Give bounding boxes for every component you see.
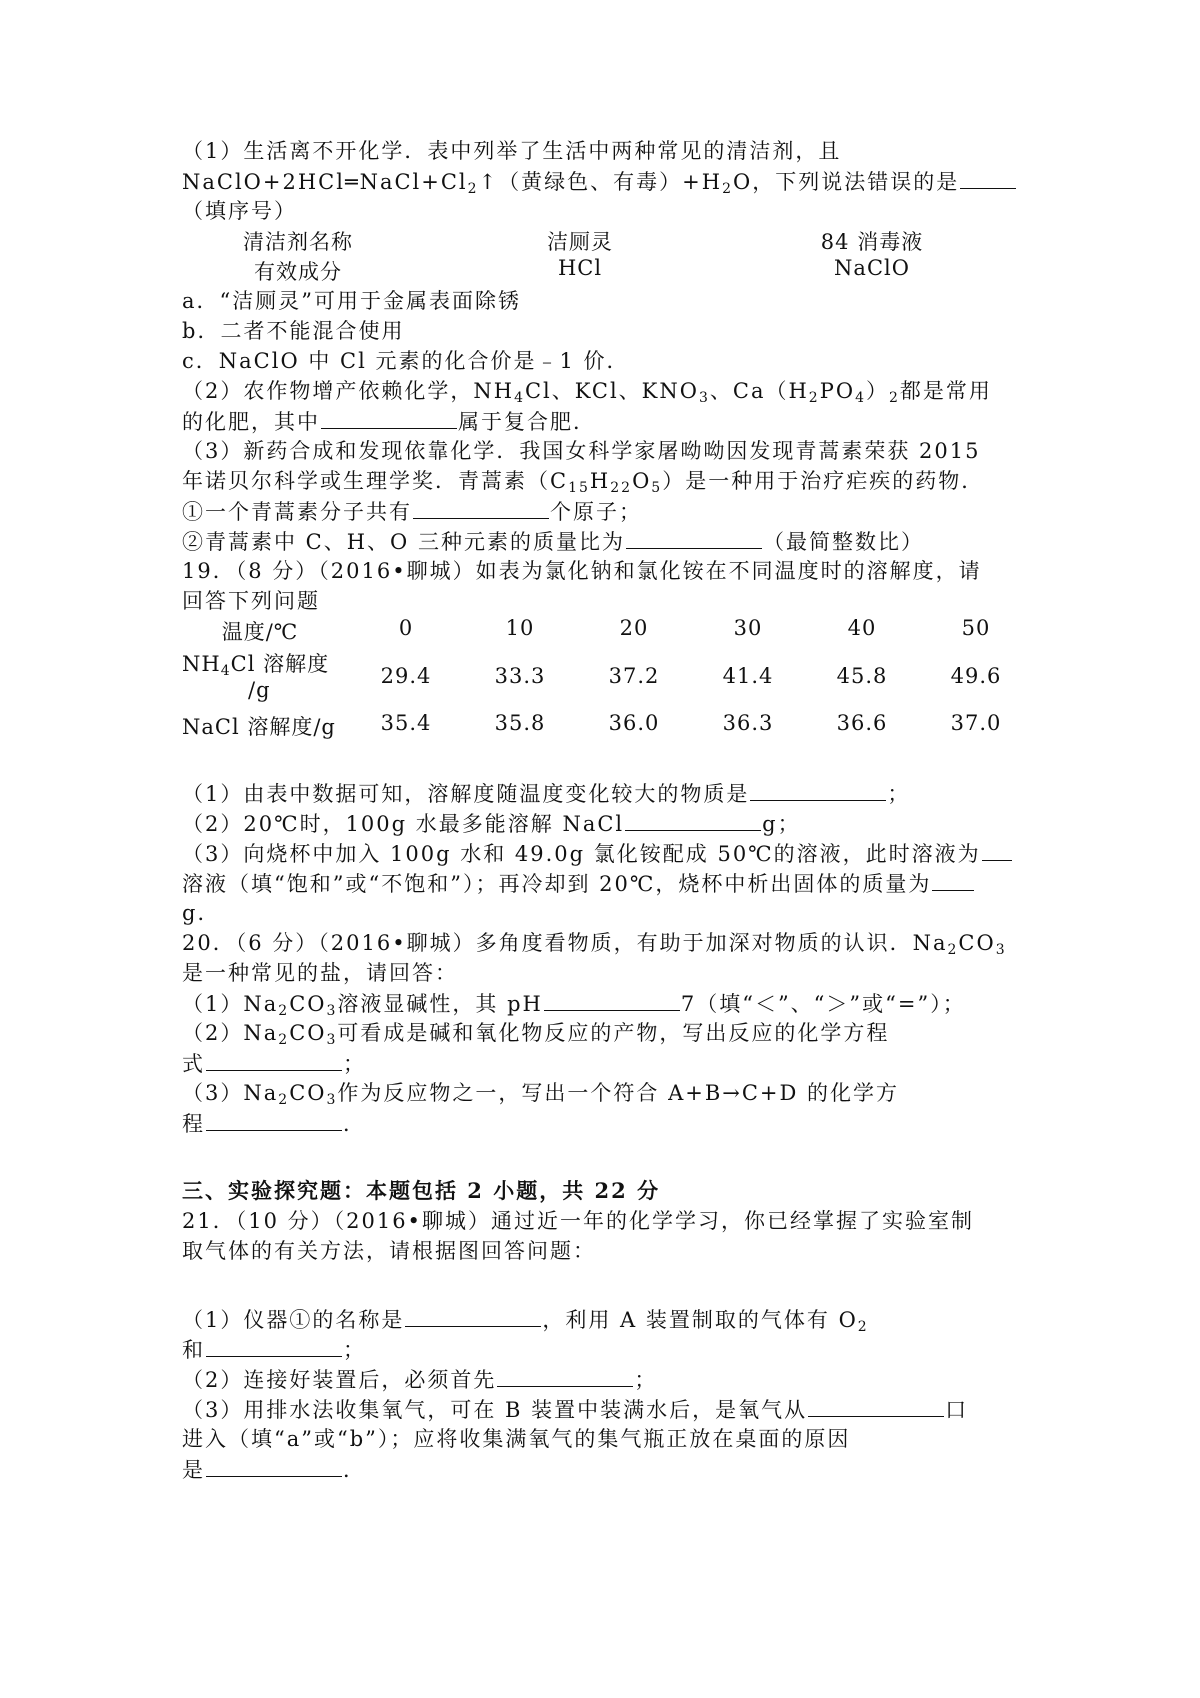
answer-blank[interactable]	[544, 988, 680, 1011]
table-header-cell: 10	[505, 616, 535, 640]
subscript: 2	[722, 181, 734, 197]
text: CO	[289, 992, 327, 1016]
subscript: 2	[857, 1319, 869, 1335]
answer-blank[interactable]	[750, 778, 886, 801]
text: （3）新药合成和发现依靠化学．我国女科学家屠呦呦因发现青蒿素荣获 2015	[182, 439, 981, 463]
subscript: 3	[326, 1032, 338, 1048]
table-cell: 37.2	[608, 664, 660, 688]
text: 是	[182, 1458, 205, 1482]
text: 7（填“＜”、“＞”或“=”）；	[680, 992, 966, 1016]
q21-title-line2	[182, 1236, 596, 1266]
q21-title-line1	[182, 1206, 974, 1236]
option-c	[182, 346, 630, 376]
table-header-cell: 50	[961, 616, 991, 640]
text: 19．（8 分）（2016•聊城）如表为氯化钠和氯化铵在不同温度时的溶解度，请	[182, 559, 982, 583]
table-cell: 45.8	[836, 664, 888, 688]
text: （3）向烧杯中加入 100g 水和 49.0g 氯化铵配成 50℃的溶液，此时溶液为	[182, 842, 981, 866]
q19-p1	[182, 778, 910, 809]
text: （1）Na	[182, 992, 279, 1016]
answer-blank[interactable]	[206, 1454, 342, 1477]
text: ．	[343, 1458, 366, 1482]
subscript: 15	[568, 480, 590, 496]
text: （2）Na	[182, 1021, 279, 1045]
text: ；	[343, 1052, 366, 1076]
text: 年诺贝尔科学或生理学奖．青蒿素（C	[182, 469, 569, 493]
text: 三、实验探究题：本题包括 2 小题，共 22 分	[182, 1178, 661, 1203]
table-cell: 36.3	[722, 711, 774, 735]
table-header-cell: 清洁剂名称	[243, 230, 353, 254]
table-cell: 49.6	[950, 664, 1002, 688]
text: CO	[289, 1021, 327, 1045]
text: 个原子；	[550, 500, 642, 524]
q19-p3-line2	[182, 868, 975, 899]
text: ，利用 A 装置制取的气体有 O	[542, 1308, 858, 1332]
subscript: 4	[855, 390, 866, 406]
text: 可看成是碱和氧化物反应的产物，写出反应的化学方程	[337, 1021, 890, 1045]
table-cell: 36.0	[608, 711, 660, 735]
option-a	[182, 286, 521, 316]
text: （3）用排水法收集氧气，可在 B 装置中装满水后，是氧气从	[182, 1398, 808, 1422]
table-cell: 29.4	[380, 664, 432, 688]
q21-p2	[182, 1364, 657, 1395]
text: （3）Na	[182, 1081, 279, 1105]
answer-blank[interactable]	[405, 1304, 541, 1327]
table-header-cell: 洁厕灵	[547, 230, 613, 254]
text: ；	[634, 1368, 658, 1392]
equation-part: ↑（黄绿色、有毒）+H	[478, 170, 723, 194]
answer-blank[interactable]	[960, 166, 1016, 189]
q18-p1-hint	[182, 196, 297, 226]
q18-p1-intro	[182, 136, 841, 166]
subscript: 4	[220, 663, 231, 679]
answer-blank[interactable]	[321, 406, 457, 429]
subscript: 2	[467, 181, 479, 197]
q19-p3-line1	[182, 838, 1013, 869]
subscript: 2	[889, 390, 900, 406]
subscript: 3	[326, 1003, 338, 1019]
q20-p1	[182, 988, 966, 1019]
text: （最简整数比）	[762, 530, 924, 554]
option-c-text: c．NaClO 中 Cl 元素的化合价是﹣1 价．	[182, 349, 630, 373]
text: 式	[182, 1052, 205, 1076]
q19-p2	[182, 808, 801, 839]
section-heading	[182, 1176, 660, 1206]
subscript: 2	[278, 1032, 290, 1048]
text: 、Ca（H	[709, 379, 809, 403]
text: 和	[182, 1338, 205, 1362]
q21-p3-line2	[182, 1424, 850, 1454]
text: 口	[945, 1398, 969, 1422]
q18-p3-line1	[182, 436, 980, 466]
text: 的化肥，其中	[182, 410, 320, 434]
answer-blank[interactable]	[497, 1364, 633, 1387]
text: （1）由表中数据可知，溶解度随温度变化较大的物质是	[182, 782, 750, 806]
equation-part: NaClO+2HCl═NaCl+Cl	[182, 170, 468, 194]
text: CO	[289, 1081, 327, 1105]
q18-p3-q2	[182, 526, 924, 557]
cleaner-table	[0, 226, 1200, 286]
q21-p1	[182, 1304, 869, 1335]
text: ；	[887, 782, 911, 806]
text: g；	[762, 812, 801, 836]
table-header-cell: 40	[847, 616, 877, 640]
q18-p3-q1	[182, 496, 642, 527]
text: 溶液（填“饱和”或“不饱和”）；再冷却到 20℃，烧杯中析出固体的质量为	[182, 872, 932, 896]
q18-p3-line2	[182, 466, 984, 496]
text: 是一种常见的盐，请回答：	[182, 961, 458, 985]
q20-p2-line2	[182, 1048, 366, 1079]
subscript: 3	[326, 1092, 338, 1108]
subscript: 2	[808, 390, 820, 406]
q20-p3	[182, 1078, 899, 1108]
q18-p1-equation-line	[182, 166, 1017, 197]
q19-p3-line3	[182, 898, 220, 928]
q20-p3-line2	[182, 1108, 366, 1139]
text: ．	[343, 1112, 366, 1136]
answer-blank[interactable]	[413, 496, 549, 519]
q21-p3-line3	[182, 1454, 366, 1485]
q18-p2-line1	[182, 376, 992, 406]
table-header-cell: 84 消毒液	[820, 230, 924, 254]
text: 程	[182, 1112, 205, 1136]
text: （1）仪器①的名称是	[182, 1308, 405, 1332]
subscript: 5	[651, 480, 663, 496]
text: Cl 溶解度	[230, 652, 330, 676]
text: 都是常用	[899, 379, 992, 403]
text: ①一个青蒿素分子共有	[182, 500, 412, 524]
table-header-cell: 30	[733, 616, 763, 640]
q18-p1-intro-text: （1）生活离不开化学．表中列举了生活中两种常见的清洁剂，且	[182, 139, 842, 163]
solubility-table	[0, 616, 1200, 746]
text: NH	[182, 652, 221, 676]
table-row-label	[182, 648, 329, 678]
text: ；	[343, 1338, 366, 1362]
text: （2）连接好装置后，必须首先	[182, 1368, 497, 1392]
q20-title-line2	[182, 958, 458, 988]
q21-p3	[182, 1394, 968, 1425]
text: H	[589, 469, 611, 493]
q20-p2	[182, 1018, 889, 1048]
answer-blank[interactable]	[808, 1394, 944, 1417]
answer-blank[interactable]	[206, 1334, 342, 1357]
text: 21．（10 分）（2016•聊城）通过近一年的化学学习，你已经掌握了实验室制	[182, 1209, 974, 1233]
subscript: 2	[278, 1003, 290, 1019]
text: 进入（填“a”或“b”）；应将收集满氧气的集气瓶正放在桌面的原因	[182, 1427, 851, 1451]
option-b	[182, 316, 404, 346]
text: 属于复合肥．	[458, 410, 596, 434]
option-b-text: b．二者不能混合使用	[182, 319, 405, 343]
table-header-cell: 20	[619, 616, 649, 640]
q21-p1-line2	[182, 1334, 366, 1365]
table-row-label-unit: /g	[248, 678, 271, 702]
text: 20．（6 分）（2016•聊城）多角度看物质，有助于加深对物质的认识．Na	[182, 931, 948, 955]
text: 溶液显碱性，其 pH	[337, 992, 543, 1016]
text: g．	[182, 901, 221, 925]
text: ②青蒿素中 C、H、O 三种元素的质量比为	[182, 530, 625, 554]
text: CO	[958, 931, 996, 955]
table-cell: 36.6	[836, 711, 888, 735]
table-row-label: NaCl 溶解度/g	[182, 715, 336, 739]
hint-text: （填序号）	[182, 199, 297, 223]
text: ）	[866, 379, 889, 403]
text: O	[632, 469, 652, 493]
option-a-text: a．“洁厕灵”可用于金属表面除锈	[182, 289, 521, 313]
answer-blank[interactable]	[206, 1108, 342, 1131]
text: Cl、KCl、KNO	[524, 379, 699, 403]
subscript: 2	[947, 942, 959, 958]
table-header-cell: 温度/℃	[221, 620, 299, 644]
q19-title-line2	[182, 586, 320, 616]
table-cell: 37.0	[950, 711, 1002, 735]
answer-blank[interactable]	[626, 526, 762, 549]
text: 取气体的有关方法，请根据图回答问题：	[182, 1239, 596, 1263]
answer-blank[interactable]	[982, 838, 1012, 861]
text: ）是一种用于治疗疟疾的药物．	[662, 469, 985, 493]
equation-part: O，下列说法错误的是	[733, 170, 960, 194]
text: 回答下列问题	[182, 589, 320, 613]
table-cell: HCl	[557, 256, 603, 280]
table-cell: 35.4	[380, 711, 432, 735]
answer-blank[interactable]	[932, 868, 974, 891]
q19-title-line1	[182, 556, 982, 586]
table-cell: 33.3	[494, 664, 546, 688]
table-cell: 35.8	[494, 711, 546, 735]
table-cell: 41.4	[722, 664, 774, 688]
text: PO	[819, 379, 856, 403]
table-cell: NaClO	[834, 256, 910, 280]
subscript: 3	[995, 942, 1007, 958]
q18-p2-line2	[182, 406, 596, 437]
q20-title-line1	[182, 928, 1007, 958]
text: （2）20℃时，100g 水最多能溶解 NaCl	[182, 812, 625, 836]
answer-blank[interactable]	[625, 808, 761, 831]
subscript: 2	[278, 1092, 290, 1108]
text: 作为反应物之一，写出一个符合 A+B→C+D 的化学方	[337, 1081, 900, 1105]
subscript: 4	[514, 390, 525, 406]
text: （2）农作物增产依赖化学，NH	[182, 379, 515, 403]
answer-blank[interactable]	[206, 1048, 342, 1071]
subscript: 3	[698, 390, 710, 406]
table-header-cell: 0	[398, 616, 414, 640]
table-cell: 有效成分	[254, 260, 342, 284]
subscript: 22	[610, 480, 633, 496]
